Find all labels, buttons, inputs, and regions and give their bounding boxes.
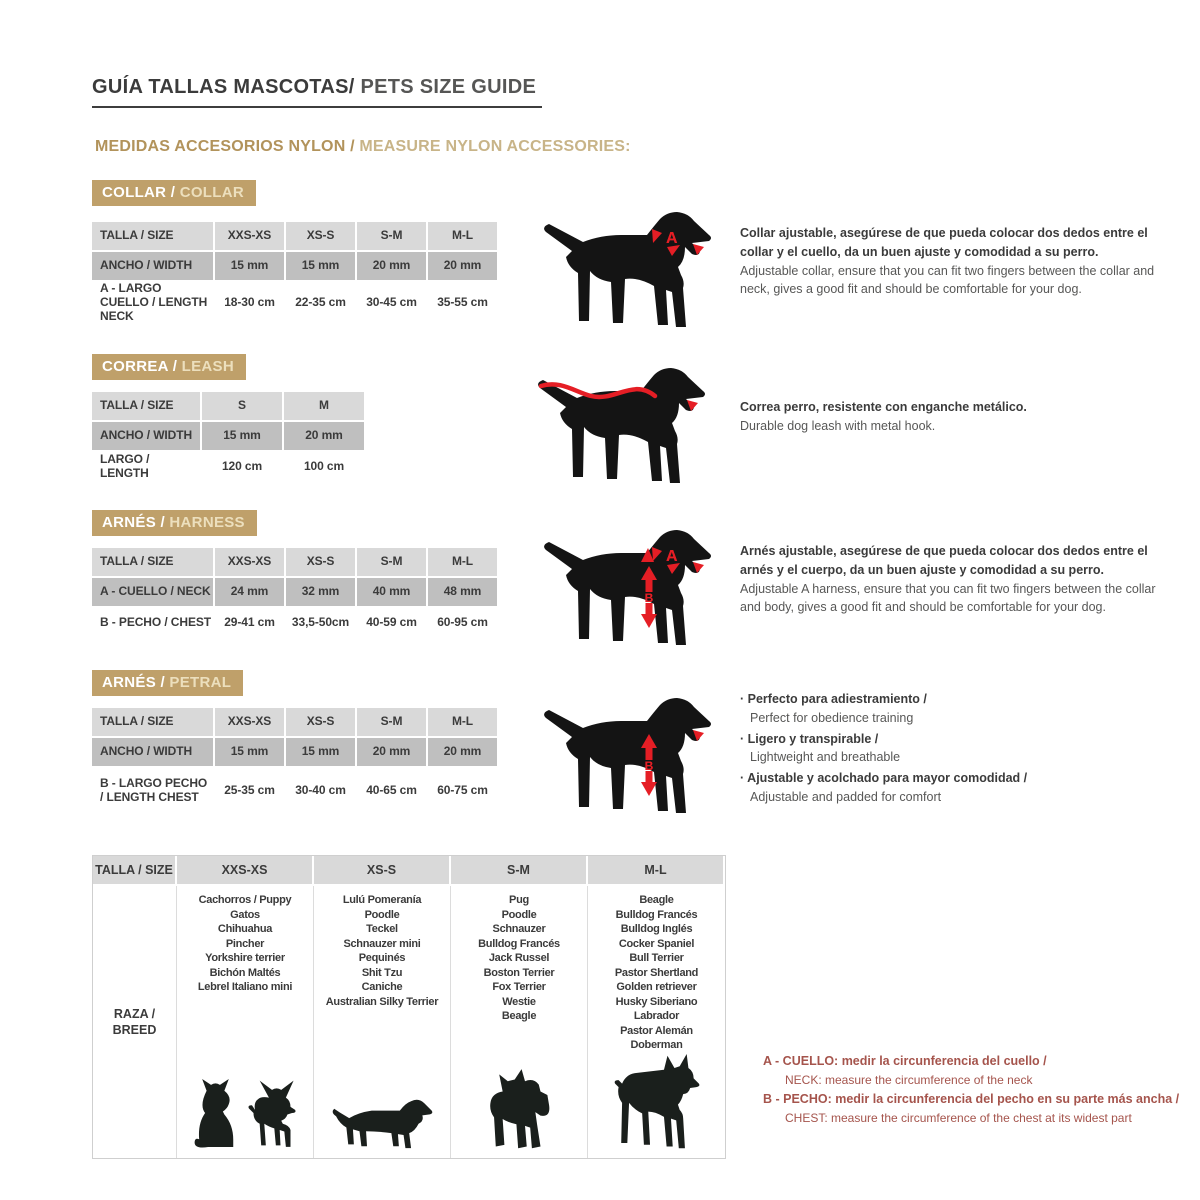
harness-neck-value: 24 mm <box>215 578 284 606</box>
note-a-es: A - CUELLO: medir la circunferencia del cuello / <box>763 1054 1047 1068</box>
collar-length-value: 35-55 cm <box>428 282 497 324</box>
petral-bullet-en: Perfect for obedience training <box>750 710 914 725</box>
harness-section-badge <box>92 510 257 536</box>
chihuahua-silhouette <box>244 1076 300 1150</box>
harness-size-col: XS-S <box>286 548 355 576</box>
harness-neck-value: 48 mm <box>428 578 497 606</box>
cat-silhouette <box>190 1076 238 1150</box>
collar-badge-es: COLLAR / <box>102 184 180 201</box>
petral-width-value: 20 mm <box>428 738 497 766</box>
collar-size-label: TALLA / SIZE <box>92 222 213 250</box>
breeds-size-col: XS-S <box>314 856 451 886</box>
petral-dog-silhouette <box>538 696 718 818</box>
collar-width-value: 15 mm <box>286 252 355 280</box>
leash-description <box>740 398 1174 436</box>
harness-size-label: TALLA / SIZE <box>92 548 213 576</box>
collar-width-value: 20 mm <box>357 252 426 280</box>
page-title <box>92 76 542 108</box>
collar-width-value: 20 mm <box>428 252 497 280</box>
dachshund-silhouette <box>330 1090 434 1150</box>
breeds-cell-m-l <box>588 886 725 1158</box>
leash-badge-es: CORREA / <box>102 358 182 375</box>
harness-badge-en: HARNESS <box>169 514 245 531</box>
breed-list: Pug Poodle Schnauzer Bulldog Francés Jack Russel Boston Terrier Fox Terrier Westie Beagle <box>478 894 560 1022</box>
leash-size-label: TALLA / SIZE <box>92 392 200 420</box>
petral-width-value: 15 mm <box>286 738 355 766</box>
leash-width-value: 15 mm <box>202 422 282 450</box>
petral-bullet-en: Adjustable and padded for comfort <box>750 789 942 804</box>
collar-section-badge <box>92 180 256 206</box>
petral-feature-list <box>740 690 1174 809</box>
harness-size-col: M-L <box>428 548 497 576</box>
note-b-es: B - PECHO: medir la circunferencia del pecho en su parte más ancha / <box>763 1091 1180 1106</box>
petral-width-value: 20 mm <box>357 738 426 766</box>
breeds-size-col: M-L <box>588 856 725 886</box>
svg-text:A: A <box>666 230 678 247</box>
collar-length-label: A - LARGO CUELLO / LENGTH NECK <box>92 282 213 324</box>
petral-size-label: TALLA / SIZE <box>92 708 213 736</box>
collar-length-value: 30-45 cm <box>357 282 426 324</box>
petral-length-value: 30-40 cm <box>286 768 355 814</box>
collar-size-col: XXS-XS <box>215 222 284 250</box>
collar-size-col: XS-S <box>286 222 355 250</box>
collar-dog-silhouette <box>538 210 718 332</box>
collar-size-col: M-L <box>428 222 497 250</box>
petral-length-value: 40-65 cm <box>357 768 426 814</box>
petral-section-badge <box>92 670 243 696</box>
harness-neck-value: 32 mm <box>286 578 355 606</box>
collar-length-value: 22-35 cm <box>286 282 355 324</box>
leash-badge-en: LEASH <box>181 358 234 375</box>
harness-description <box>740 542 1174 617</box>
measurement-notes <box>763 1052 1200 1128</box>
leash-width-value: 20 mm <box>284 422 364 450</box>
page-subtitle-en: MEASURE NYLON ACCESSORIES: <box>359 138 631 155</box>
petral-width-value: 15 mm <box>215 738 284 766</box>
breeds-cell-s-m <box>451 886 588 1158</box>
leash-desc-en: Durable dog leash with metal hook. <box>740 418 936 433</box>
leash-dog-silhouette <box>532 366 712 488</box>
harness-neck-label: A - CUELLO / NECK <box>92 578 213 606</box>
breeds-size-label: TALLA / SIZE <box>93 856 177 886</box>
schnauzer-silhouette <box>477 1064 561 1150</box>
leash-table <box>92 392 364 481</box>
harness-badge-es: ARNÉS / <box>102 514 170 531</box>
page-subtitle <box>95 138 631 156</box>
leash-length-label: LARGO / LENGTH <box>92 452 200 481</box>
petral-size-col: XXS-XS <box>215 708 284 736</box>
petral-length-value: 60-75 cm <box>428 768 497 814</box>
petral-table <box>92 708 497 814</box>
collar-desc-en: Adjustable collar, ensure that you can fit two fingers between the collar and neck, gives a good fit and should be comfortable for your dog. <box>740 263 1155 297</box>
leash-size-col: M <box>284 392 364 420</box>
petral-bullet-es: · Ajustable y acolchado para mayor comodidad / <box>740 771 1028 785</box>
harness-neck-value: 40 mm <box>357 578 426 606</box>
harness-desc-es: Arnés ajustable, asegúrese de que pueda colocar dos dedos entre el arnés y el cuerpo, da un buen ajuste y comodidad a su perro. <box>740 544 1148 577</box>
petral-size-col: M-L <box>428 708 497 736</box>
petral-bullet-es: · Ligero y transpirable / <box>740 731 879 746</box>
breeds-table <box>92 855 726 1159</box>
collar-desc-es: Collar ajustable, asegúrese de que pueda colocar dos dedos entre el collar y el cuello, da un buen ajuste y comodidad a su perro. <box>740 226 1148 259</box>
harness-chest-value: 60-95 cm <box>428 608 497 638</box>
collar-size-col: S-M <box>357 222 426 250</box>
page-title-es: GUÍA TALLAS MASCOTAS/ <box>92 76 355 98</box>
breeds-cell-xxs-xs <box>177 886 314 1158</box>
leash-desc-es: Correa perro, resistente con enganche metálico. <box>740 400 1027 414</box>
petral-length-label: B - LARGO PECHO / LENGTH CHEST <box>92 768 213 814</box>
harness-dog-silhouette <box>538 528 718 650</box>
collar-width-label: ANCHO / WIDTH <box>92 252 213 280</box>
petral-badge-en: PETRAL <box>169 674 232 691</box>
petral-size-col: XS-S <box>286 708 355 736</box>
breed-list: Lulú Pomeranía Poodle Teckel Schnauzer mini Pequinés Shit Tzu Caniche Australian Silky Terrier <box>325 894 439 1008</box>
note-a-en: NECK: measure the circumference of the neck <box>785 1073 1033 1088</box>
collar-table <box>92 222 497 324</box>
page-subtitle-es: MEDIDAS ACCESORIOS NYLON / <box>95 138 360 155</box>
harness-chest-value: 40-59 cm <box>357 608 426 638</box>
harness-size-col: S-M <box>357 548 426 576</box>
harness-size-col: XXS-XS <box>215 548 284 576</box>
breeds-cell-xs-s <box>314 886 451 1158</box>
harness-chest-label: B - PECHO / CHEST <box>92 608 213 638</box>
svg-text:B: B <box>644 759 654 773</box>
petral-length-value: 25-35 cm <box>215 768 284 814</box>
breeds-size-col: S-M <box>451 856 588 886</box>
collar-description <box>740 224 1174 299</box>
harness-table <box>92 548 497 638</box>
petral-size-col: S-M <box>357 708 426 736</box>
petral-width-label: ANCHO / WIDTH <box>92 738 213 766</box>
svg-text:A: A <box>666 548 678 565</box>
leash-length-value: 100 cm <box>284 452 364 481</box>
leash-width-label: ANCHO / WIDTH <box>92 422 200 450</box>
harness-desc-en: Adjustable A harness, ensure that you can fit two fingers between the collar and body, gives a good fit and should be comfortable for your dog. <box>740 581 1156 615</box>
harness-chest-value: 29-41 cm <box>215 608 284 638</box>
petral-badge-es: ARNÉS / <box>102 674 170 691</box>
svg-text:B: B <box>644 591 654 605</box>
petral-bullet-es: · Perfecto para adiestramiento / <box>740 692 927 706</box>
breed-list: Cachorros / Puppy Gatos Chihuahua Pincher Yorkshire terrier Bichón Maltés Lebrel Italiano mini <box>197 894 293 993</box>
doberman-silhouette <box>613 1054 701 1150</box>
leash-length-value: 120 cm <box>202 452 282 481</box>
collar-length-value: 18-30 cm <box>215 282 284 324</box>
page-title-en: PETS SIZE GUIDE <box>354 76 537 98</box>
collar-badge-en: COLLAR <box>179 184 244 201</box>
breed-list: Beagle Bulldog Francés Bulldog Inglés Cocker Spaniel Bull Terrier Pastor Shertland Golden retriever Husky Siberiano Labrador Pastor Alemán Doberman <box>614 894 699 1051</box>
note-b-en: CHEST: measure the circumference of the chest at its widest part <box>785 1111 1132 1126</box>
harness-chest-value: 33,5-50cm <box>286 608 355 638</box>
petral-bullet-en: Lightweight and breathable <box>750 750 901 765</box>
collar-width-value: 15 mm <box>215 252 284 280</box>
leash-section-badge <box>92 354 246 380</box>
breed-row-label: RAZA / BREED <box>93 886 177 1158</box>
leash-size-col: S <box>202 392 282 420</box>
breeds-size-col: XXS-XS <box>177 856 314 886</box>
